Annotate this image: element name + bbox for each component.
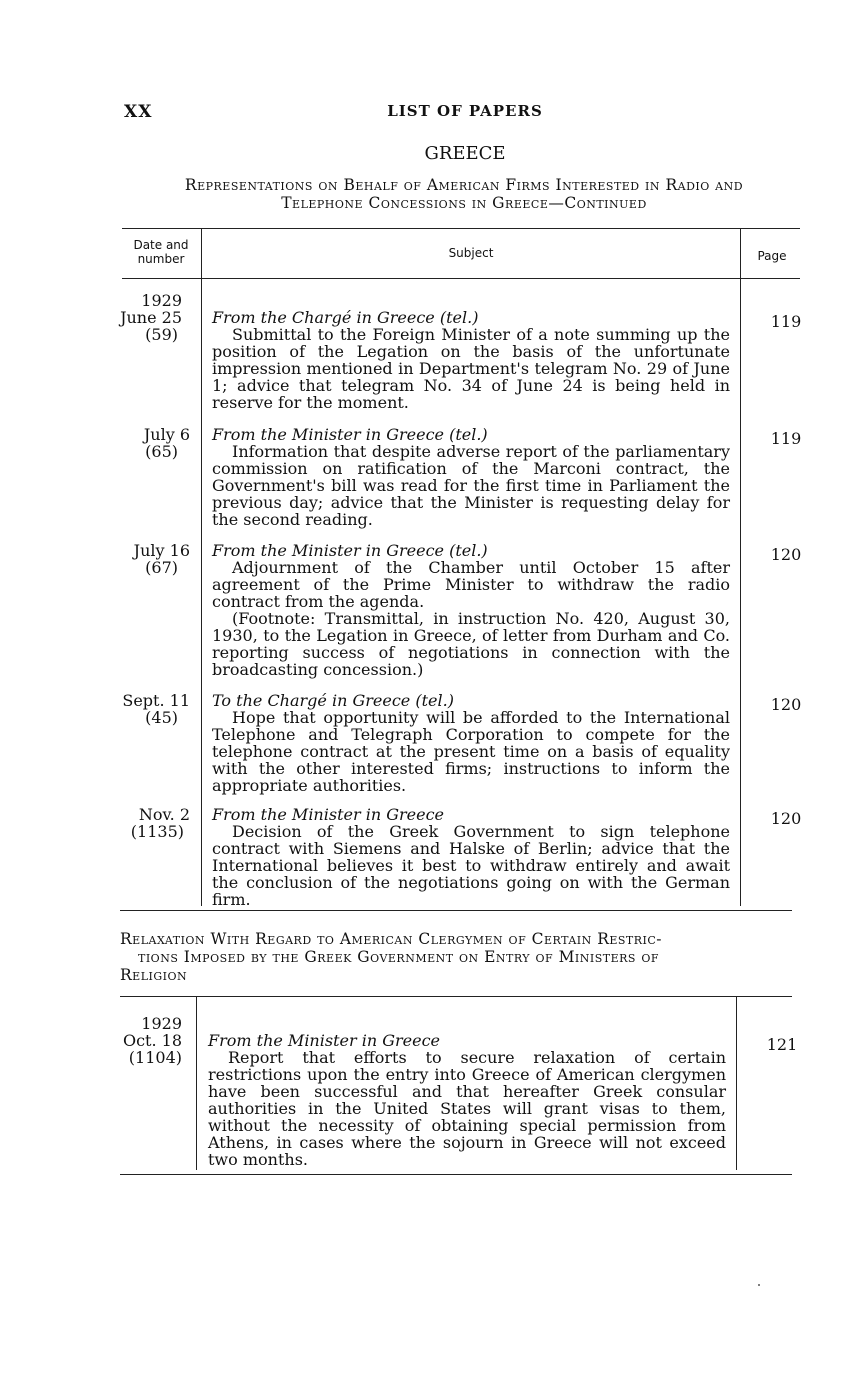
entry-body: Information that despite adverse report of the parliamentary commission on ratification of the Marconi contract, the Government's bill was read for the first time in Parliament the previous day; advice that the Minister is requesting delay for the second reading. [212,442,730,529]
column-header-subject: Subject [448,246,494,260]
column-divider [201,228,202,906]
entry-page: 119 [770,312,802,331]
entry-title: From the Minister in Greece [208,1031,440,1050]
entry-title: From the Minister in Greece [212,805,444,824]
column-header-text: Date and [133,238,189,252]
section-title-line: Telephone Concessions in Greece—Continued [281,194,647,212]
table-top-rule [120,996,792,997]
entry-body: Hope that opportunity will be afforded to the International Telephone and Telegraph Corporation to compete for the telephone contract at the present time on a basis of equality with the other interested firms; instructions to inform the appropriate authorities. [212,708,730,795]
entry-body: Submittal to the Foreign Minister of a note summing up the position of the Legation on the basis of the unfortunate impression mentioned in Department's telegram No. 29 of June 1; advice that telegram No. 34 of June 24 is being held in reserve for the moment. [212,325,730,412]
entry-body: Report that efforts to secure relaxation of certain restrictions upon the entry into Greece of American clergymen have been successful and that hereafter Greek consular authorities in the United States will grant visas to them, without the necessity of obtaining special permission from Athens, in cases where the sojourn in Greece will not exceed two months. [208,1048,726,1169]
entry-title: To the Chargé in Greece (tel.) [212,691,454,710]
column-divider [740,228,741,906]
entry-date-text: July 16 [133,541,190,560]
entry-year: 1929 [141,1014,182,1033]
section-title-line: Relaxation With Regard to American Clergymen of Certain Restric- [120,930,663,948]
entry-date [120,806,190,840]
table-bottom-rule [120,1174,792,1175]
column-divider [196,996,197,1170]
entry-number: (67) [145,558,178,577]
entry-number: (45) [145,708,178,727]
column-header-text: number [137,252,185,266]
entry-number: (1104) [128,1048,182,1067]
entry-date-text: June 25 [120,308,182,327]
column-header-date [122,238,200,266]
entry-date [120,292,182,343]
entry-number: (59) [145,325,178,344]
entry-page: 119 [770,429,802,448]
column-divider [736,996,737,1170]
entry-date-text: Oct. 18 [122,1031,182,1050]
entry-subject [212,806,730,908]
entry-subject [212,309,730,411]
section-title-radio-telephone [124,176,804,212]
entry-title: From the Chargé in Greece (tel.) [212,308,479,327]
entry-number: (1135) [130,822,184,841]
entry-page: 120 [770,545,802,564]
entry-page: 120 [770,809,802,828]
entry-subject [208,1032,726,1168]
table-bottom-rule [120,910,792,911]
section-title-line: tions Imposed by the Greek Government on Entry of Ministers of [138,948,660,966]
section-title-line: Religion [120,966,188,984]
entry-date [120,542,190,576]
entry-subject [212,542,730,678]
entry-subject [212,692,730,794]
entry-subject [212,426,730,528]
entry-title: From the Minister in Greece (tel.) [212,425,488,444]
entry-page: 121 [766,1035,798,1054]
table-top-rule [122,228,800,229]
section-title-clergymen [120,930,802,984]
section-title-line: Representations on Behalf of American Firms Interested in Radio and [184,176,744,194]
entry-date [120,426,190,460]
entry-body: Adjournment of the Chamber until October 15 after agreement of the Prime Minister to withdraw the radio contract from the agenda. [212,558,730,611]
page-speck [758,1284,760,1286]
entry-date-text: July 6 [143,425,190,444]
entry-year: 1929 [141,291,182,310]
entry-date-text: Nov. 2 [138,805,190,824]
entry-page: 120 [770,695,802,714]
column-header-page: Page [757,249,787,263]
entry-title: From the Minister in Greece (tel.) [212,541,488,560]
running-title: LIST OF PAPERS [387,102,543,120]
entry-date-text: Sept. 11 [122,691,190,710]
country-heading: GREECE [424,143,506,164]
entry-date [116,1015,182,1066]
entry-number: (65) [145,442,178,461]
entry-date [120,692,190,726]
entry-footnote: (Footnote: Transmittal, in instruction No. 420, August 30, 1930, to the Legation in Greece, of letter from Durham and Co. reporting success of negotiations in connection with the broadcasting concession.) [212,609,730,679]
table-header-rule [122,278,800,279]
entry-body: Decision of the Greek Government to sign telephone contract with Siemens and Halske of Berlin; advice that the International believes it best to withdraw entirely and await the conclusion of the negotiations going on with the German firm. [212,822,730,909]
page-number: XX [124,102,153,122]
